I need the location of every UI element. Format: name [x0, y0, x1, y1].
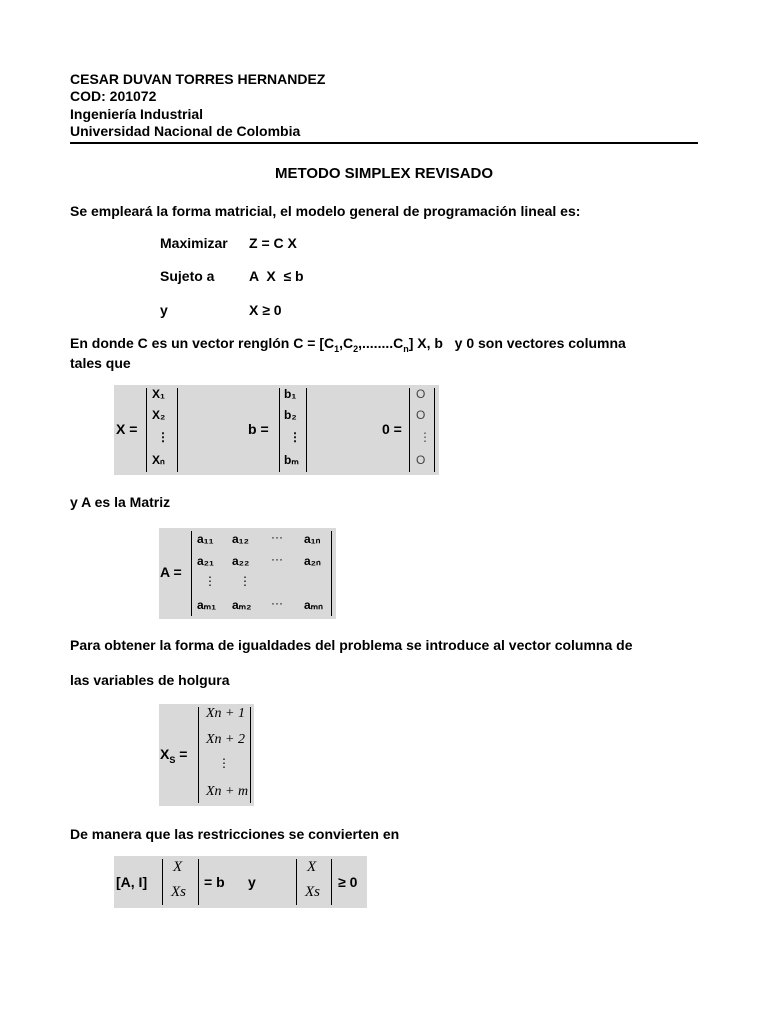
- matrix-a11: a₁₁: [197, 532, 214, 546]
- slack-label: [160, 746, 187, 765]
- intro-text: Se empleará la forma matricial, el modelo general de programación lineal es:: [70, 203, 581, 219]
- model-label-maximize: Maximizar: [160, 235, 228, 251]
- model-objective: Z = C X: [249, 235, 297, 251]
- slack-x-nm: Xn + m: [206, 784, 249, 799]
- matrix-label: A =: [160, 564, 182, 580]
- para1-dots: ,........C: [358, 335, 404, 351]
- para1-text-b: ] X, b y 0 son vectores columna: [408, 335, 626, 351]
- header-rule: [70, 142, 698, 144]
- slack-label-eq: =: [175, 746, 188, 762]
- matrix-dots-r1: ···: [271, 530, 283, 544]
- para-constraints: De manera que las restricciones se convierten en: [70, 826, 400, 842]
- para1-line2: tales que: [70, 355, 131, 371]
- model-label-and: y: [160, 302, 168, 318]
- vector-zero-left-bar: [409, 388, 410, 472]
- vectors-box: [114, 385, 439, 475]
- constraint-eq-b: = b: [204, 874, 225, 890]
- constraint-v1-left-bar: [162, 859, 163, 905]
- vector-zero-2: O: [416, 408, 426, 422]
- para1-sub-1: 1: [334, 343, 340, 354]
- constraint-v2-right-bar: [331, 859, 332, 905]
- slack-x-n1: Xn + 1: [206, 706, 245, 721]
- vector-b-1: b₁: [284, 387, 297, 401]
- model-label-subject: Sujeto a: [160, 268, 215, 284]
- vector-x-right-bar: [177, 388, 178, 472]
- constraint-box: [114, 856, 367, 908]
- model-constraint: A X ≤ b: [249, 268, 304, 284]
- vector-b-left-bar: [279, 388, 280, 472]
- vector-zero-4: O: [416, 453, 426, 467]
- vector-b-m: bₘ: [284, 453, 299, 467]
- slack-right-bar: [250, 707, 251, 803]
- author-name: CESAR DUVAN TORRES HERNANDEZ: [70, 71, 326, 87]
- matrix-a12: a₁₂: [232, 532, 249, 546]
- matrix-am1: aₘ₁: [197, 598, 217, 612]
- constraint-v2-xs: Xs: [305, 884, 320, 900]
- vector-zero-right-bar: [434, 388, 435, 472]
- vector-b-3: ⋮: [289, 430, 301, 444]
- slack-box: [159, 704, 254, 806]
- matrix-a1n: a₁ₙ: [304, 532, 321, 546]
- para1-sub-n: n: [403, 343, 409, 354]
- matrix-vdots-c2: ⋮: [239, 574, 251, 588]
- para1-text-a: En donde C es un vector renglón C = [C: [70, 335, 335, 351]
- constraint-v1-x: X: [173, 859, 183, 875]
- vector-b-2: b₂: [284, 408, 297, 422]
- constraint-ge-zero: ≥ 0: [338, 874, 358, 890]
- vector-zero-label: 0 =: [382, 421, 402, 437]
- constraint-v1-xs: Xs: [171, 884, 186, 900]
- vector-b-right-bar: [306, 388, 307, 472]
- matrix-amn: aₘₙ: [304, 598, 323, 612]
- constraint-v2-x: X: [307, 859, 317, 875]
- matrix-am2: aₘ₂: [232, 598, 252, 612]
- matrix-a21: a₂₁: [197, 554, 214, 568]
- page-title: METODO SIMPLEX REVISADO: [274, 165, 494, 182]
- vector-b-label: b =: [248, 421, 269, 437]
- vector-zero-1: O: [416, 387, 426, 401]
- university-name: Universidad Nacional de Colombia: [70, 123, 301, 139]
- matrix-left-bar: [191, 531, 192, 616]
- para-slack-line1: Para obtener la forma de igualdades del problema se introduce al vector columna de: [70, 637, 633, 653]
- vector-x-left-bar: [146, 388, 147, 472]
- vector-x-3: ⋮: [157, 430, 169, 444]
- vector-x-n: Xₙ: [152, 453, 165, 467]
- vector-x-1: X₁: [152, 387, 165, 401]
- student-code: COD: 201072: [70, 88, 157, 104]
- matrix-dots-r2: ···: [271, 552, 283, 566]
- para1-c2: ,C: [339, 335, 354, 351]
- matrix-a22: a₂₂: [232, 554, 250, 568]
- para1-sub-2: 2: [353, 343, 359, 354]
- vector-x-label: X =: [116, 421, 138, 437]
- constraint-v1-right-bar: [198, 859, 199, 905]
- slack-x-n2: Xn + 2: [206, 732, 245, 747]
- matrix-dots-r4: ···: [271, 596, 283, 610]
- matrix-right-bar: [331, 531, 332, 616]
- matrix-intro: y A es la Matriz: [70, 494, 171, 510]
- vector-x-2: X₂: [152, 408, 166, 422]
- matrix-box: [159, 528, 336, 619]
- slack-left-bar: [198, 707, 199, 803]
- slack-label-main: X: [160, 746, 170, 762]
- para-slack-line2: las variables de holgura: [70, 672, 230, 688]
- program-name: Ingeniería Industrial: [70, 106, 204, 122]
- matrix-a2n: a₂ₙ: [304, 554, 321, 568]
- slack-label-sub: S: [169, 754, 176, 765]
- vector-zero-3: ⋮: [419, 430, 431, 444]
- matrix-vdots-c1: ⋮: [204, 574, 216, 588]
- constraint-v2-left-bar: [296, 859, 297, 905]
- constraint-ai: [A, I]: [116, 874, 148, 890]
- slack-vdots: ⋮: [218, 756, 230, 770]
- para-vector-definition: [70, 333, 698, 359]
- constraint-and: y: [248, 874, 256, 890]
- model-nonnegativity: X ≥ 0: [249, 302, 282, 318]
